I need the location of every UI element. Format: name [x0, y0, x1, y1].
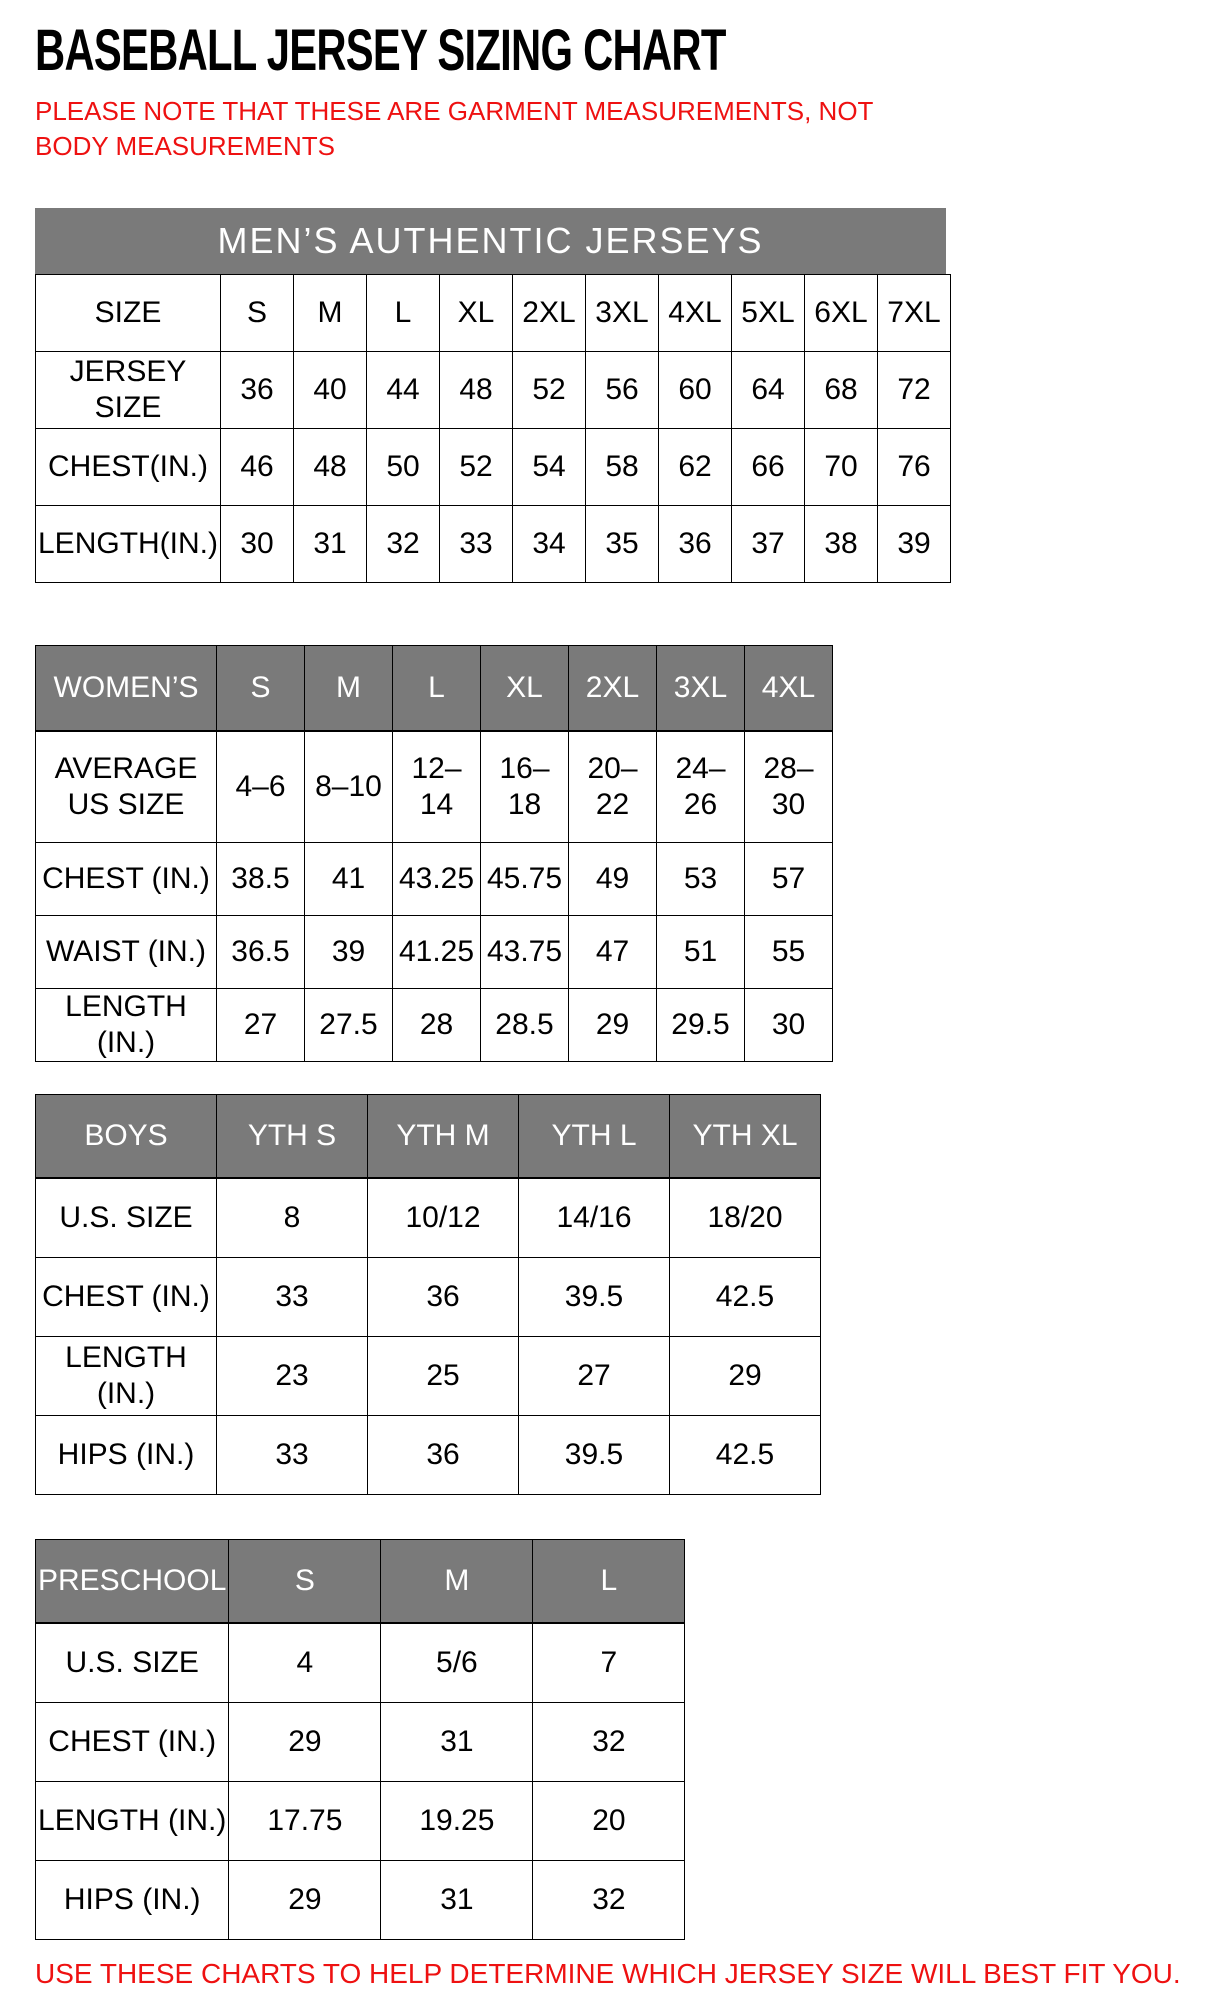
- value-cell: 47: [569, 916, 657, 989]
- column-header-cell: YTH S: [217, 1095, 368, 1179]
- column-header-cell: M: [381, 1540, 533, 1624]
- table-row: [36, 1416, 821, 1495]
- value-cell: 38: [805, 506, 878, 583]
- value-cell: 48: [294, 429, 367, 506]
- value-cell: 72: [878, 352, 951, 429]
- value-cell: 36: [368, 1416, 519, 1495]
- value-cell: 37: [732, 506, 805, 583]
- value-cell: 31: [294, 506, 367, 583]
- value-cell: 28: [393, 989, 481, 1062]
- column-header-cell: S: [229, 1540, 381, 1624]
- value-cell: 64: [732, 352, 805, 429]
- table-banner: MEN’S AUTHENTIC JERSEYS: [35, 208, 946, 274]
- value-cell: 51: [657, 916, 745, 989]
- value-cell: 32: [533, 1861, 685, 1940]
- header-row: [36, 1540, 685, 1624]
- womens-sizing-table: [35, 645, 1220, 1062]
- value-cell: 31: [381, 1703, 533, 1782]
- column-header-cell: YTH M: [368, 1095, 519, 1179]
- column-header-cell: 2XL: [569, 646, 657, 732]
- column-header-cell: M: [294, 275, 367, 352]
- preschool-sizing-table: [35, 1539, 1220, 1940]
- table-row: [36, 1623, 685, 1703]
- row-label-cell: CHEST (IN.): [36, 843, 217, 916]
- table-title-cell: SIZE: [36, 275, 221, 352]
- garment-measurement-note: PLEASE NOTE THAT THESE ARE GARMENT MEASUREMENTS, NOT BODY MEASUREMENTS: [35, 96, 873, 161]
- table-row: [36, 916, 833, 989]
- row-label-cell: U.S. SIZE: [36, 1178, 217, 1258]
- value-cell: 39: [305, 916, 393, 989]
- header-row: [36, 275, 951, 352]
- column-header-cell: 4XL: [745, 646, 833, 732]
- value-cell: 55: [745, 916, 833, 989]
- value-cell: 29: [670, 1337, 821, 1416]
- value-cell: 36: [221, 352, 294, 429]
- value-cell: 28–30: [745, 731, 833, 843]
- column-header-cell: XL: [440, 275, 513, 352]
- table-row: [36, 1782, 685, 1861]
- value-cell: 14/16: [519, 1178, 670, 1258]
- column-header-cell: 3XL: [586, 275, 659, 352]
- value-cell: 52: [440, 429, 513, 506]
- column-header-cell: 3XL: [657, 646, 745, 732]
- mens-table-grid: [35, 274, 951, 583]
- value-cell: 41.25: [393, 916, 481, 989]
- value-cell: 17.75: [229, 1782, 381, 1861]
- value-cell: 29: [569, 989, 657, 1062]
- column-header-cell: 7XL: [878, 275, 951, 352]
- boys-table-grid: [35, 1094, 821, 1495]
- row-label-cell: CHEST(IN.): [36, 429, 221, 506]
- value-cell: 31: [381, 1861, 533, 1940]
- value-cell: 30: [221, 506, 294, 583]
- column-header-cell: L: [367, 275, 440, 352]
- page-title-text: BASEBALL JERSEY SIZING CHART: [35, 18, 726, 83]
- value-cell: 54: [513, 429, 586, 506]
- page-title: [35, 20, 1220, 82]
- value-cell: 35: [586, 506, 659, 583]
- row-label-cell: LENGTH(IN.): [36, 506, 221, 583]
- table-row: [36, 1337, 821, 1416]
- table-title-cell: PRESCHOOL: [36, 1540, 229, 1624]
- row-label-cell: HIPS (IN.): [36, 1861, 229, 1940]
- value-cell: 29.5: [657, 989, 745, 1062]
- column-header-cell: YTH L: [519, 1095, 670, 1179]
- value-cell: 42.5: [670, 1258, 821, 1337]
- row-label-cell: LENGTH (IN.): [36, 1782, 229, 1861]
- value-cell: 39.5: [519, 1258, 670, 1337]
- value-cell: 36.5: [217, 916, 305, 989]
- table-row: [36, 429, 951, 506]
- header-row: [36, 646, 833, 732]
- value-cell: 30: [745, 989, 833, 1062]
- column-header-cell: S: [217, 646, 305, 732]
- value-cell: 27: [519, 1337, 670, 1416]
- value-cell: 42.5: [670, 1416, 821, 1495]
- table-row: [36, 1258, 821, 1337]
- value-cell: 57: [745, 843, 833, 916]
- value-cell: 46: [221, 429, 294, 506]
- value-cell: 33: [217, 1258, 368, 1337]
- value-cell: 27: [217, 989, 305, 1062]
- value-cell: 43.25: [393, 843, 481, 916]
- value-cell: 27.5: [305, 989, 393, 1062]
- value-cell: 53: [657, 843, 745, 916]
- column-header-cell: YTH XL: [670, 1095, 821, 1179]
- value-cell: 20–22: [569, 731, 657, 843]
- row-label-cell: CHEST (IN.): [36, 1703, 229, 1782]
- row-label-cell: CHEST (IN.): [36, 1258, 217, 1337]
- value-cell: 39: [878, 506, 951, 583]
- column-header-cell: S: [221, 275, 294, 352]
- value-cell: 33: [440, 506, 513, 583]
- value-cell: 52: [513, 352, 586, 429]
- value-cell: 43.75: [481, 916, 569, 989]
- value-cell: 50: [367, 429, 440, 506]
- value-cell: 24–26: [657, 731, 745, 843]
- column-header-cell: 4XL: [659, 275, 732, 352]
- value-cell: 4: [229, 1623, 381, 1703]
- value-cell: 40: [294, 352, 367, 429]
- value-cell: 25: [368, 1337, 519, 1416]
- row-label-cell: LENGTH (IN.): [36, 1337, 217, 1416]
- value-cell: 19.25: [381, 1782, 533, 1861]
- table-title-cell: BOYS: [36, 1095, 217, 1179]
- value-cell: 29: [229, 1861, 381, 1940]
- value-cell: 8: [217, 1178, 368, 1258]
- value-cell: 56: [586, 352, 659, 429]
- value-cell: 62: [659, 429, 732, 506]
- value-cell: 29: [229, 1703, 381, 1782]
- value-cell: 36: [368, 1258, 519, 1337]
- value-cell: 8–10: [305, 731, 393, 843]
- value-cell: 39.5: [519, 1416, 670, 1495]
- column-header-cell: L: [533, 1540, 685, 1624]
- value-cell: 23: [217, 1337, 368, 1416]
- value-cell: 44: [367, 352, 440, 429]
- column-header-cell: 5XL: [732, 275, 805, 352]
- value-cell: 12–14: [393, 731, 481, 843]
- column-header-cell: M: [305, 646, 393, 732]
- value-cell: 16–18: [481, 731, 569, 843]
- column-header-cell: XL: [481, 646, 569, 732]
- value-cell: 49: [569, 843, 657, 916]
- mens-sizing-table: [35, 208, 1220, 583]
- value-cell: 5/6: [381, 1623, 533, 1703]
- table-row: [36, 352, 951, 429]
- value-cell: 76: [878, 429, 951, 506]
- row-label-cell: WAIST (IN.): [36, 916, 217, 989]
- column-header-cell: 6XL: [805, 275, 878, 352]
- value-cell: 20: [533, 1782, 685, 1861]
- row-label-cell: AVERAGE US SIZE: [36, 731, 217, 843]
- value-cell: 58: [586, 429, 659, 506]
- value-cell: 38.5: [217, 843, 305, 916]
- value-cell: 18/20: [670, 1178, 821, 1258]
- value-cell: 28.5: [481, 989, 569, 1062]
- value-cell: 33: [217, 1416, 368, 1495]
- preschool-table-grid: [35, 1539, 685, 1940]
- table-row: [36, 1703, 685, 1782]
- column-header-cell: 2XL: [513, 275, 586, 352]
- table-title-cell: WOMEN’S: [36, 646, 217, 732]
- boys-sizing-table: [35, 1094, 1220, 1495]
- table-row: [36, 1861, 685, 1940]
- value-cell: 36: [659, 506, 732, 583]
- row-label-cell: HIPS (IN.): [36, 1416, 217, 1495]
- value-cell: 48: [440, 352, 513, 429]
- value-cell: 41: [305, 843, 393, 916]
- value-cell: 32: [533, 1703, 685, 1782]
- table-row: [36, 731, 833, 843]
- womens-table-grid: [35, 645, 833, 1062]
- table-row: [36, 989, 833, 1062]
- row-label-cell: LENGTH (IN.): [36, 989, 217, 1062]
- row-label-cell: U.S. SIZE: [36, 1623, 229, 1703]
- header-row: [36, 1095, 821, 1179]
- footer-note: USE THESE CHARTS TO HELP DETERMINE WHICH JERSEY SIZE WILL BEST FIT YOU.: [35, 1958, 1181, 1989]
- value-cell: 66: [732, 429, 805, 506]
- value-cell: 32: [367, 506, 440, 583]
- row-label-cell: JERSEY SIZE: [36, 352, 221, 429]
- value-cell: 68: [805, 352, 878, 429]
- value-cell: 70: [805, 429, 878, 506]
- value-cell: 60: [659, 352, 732, 429]
- table-row: [36, 843, 833, 916]
- table-row: [36, 1178, 821, 1258]
- value-cell: 7: [533, 1623, 685, 1703]
- value-cell: 34: [513, 506, 586, 583]
- value-cell: 45.75: [481, 843, 569, 916]
- column-header-cell: L: [393, 646, 481, 732]
- value-cell: 10/12: [368, 1178, 519, 1258]
- value-cell: 4–6: [217, 731, 305, 843]
- table-row: [36, 506, 951, 583]
